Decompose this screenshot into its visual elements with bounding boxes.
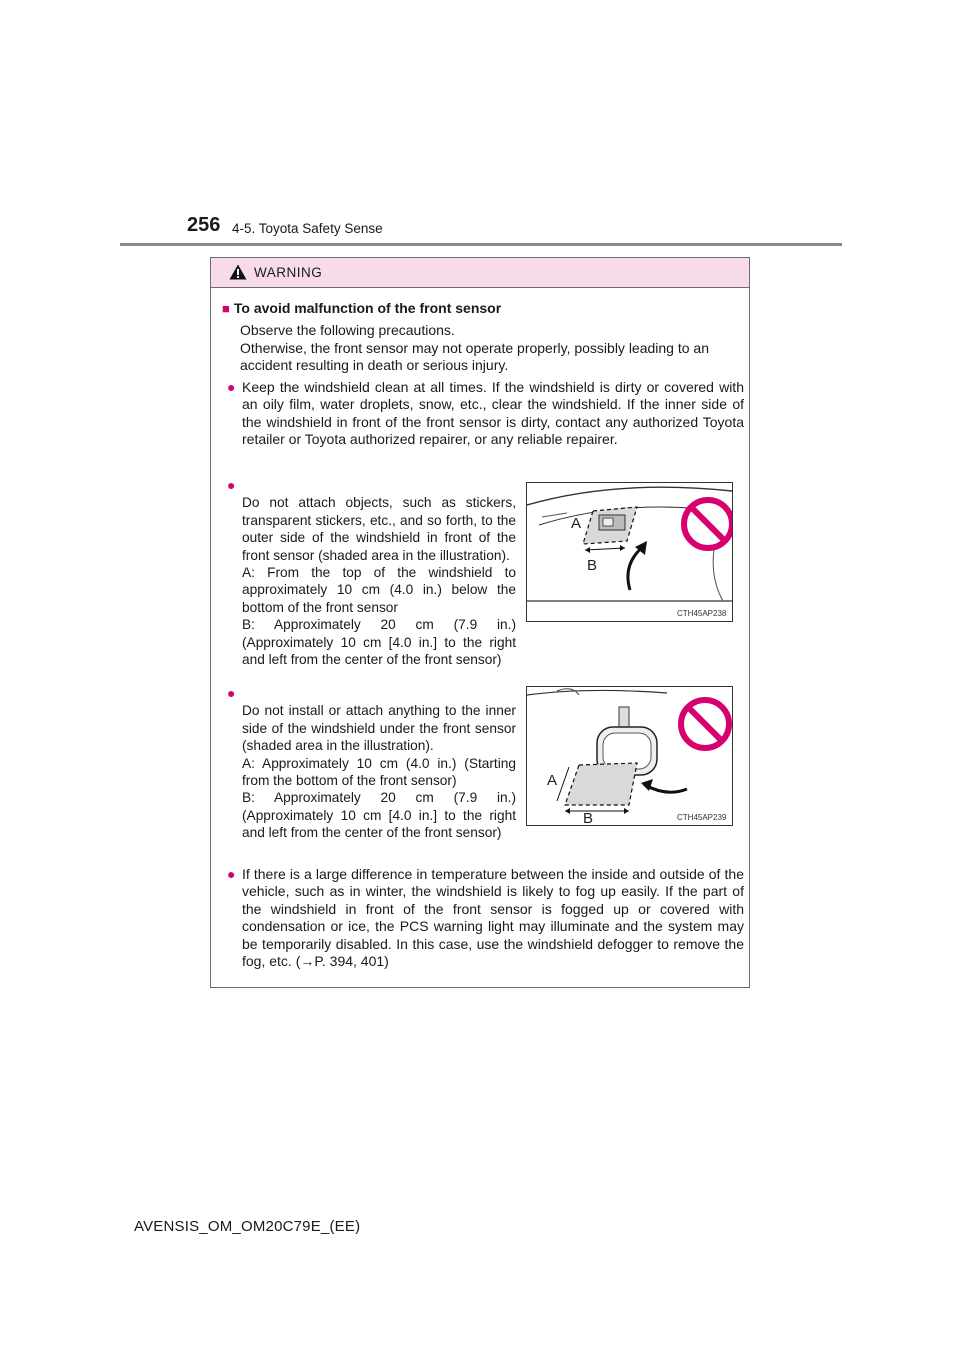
- windshield-outer-illustration: [526, 482, 733, 622]
- footer-doc-id: AVENSIS_OM_OM20C79E_(EE): [134, 1218, 361, 1235]
- page-header: [0, 0, 960, 250]
- round-bullet-icon: ●: [227, 379, 236, 395]
- windshield-outer-drawing: [527, 483, 732, 621]
- windshield-inner-illustration: [526, 686, 733, 826]
- round-bullet-icon: ●: [227, 866, 236, 882]
- bullet-text: If there is a large difference in temperature between the inside and outside of the vehicle, such as in winter, the windshield is likely to fog up easily. If the part of the windshield in front of the front sensor is fogged up or covered with condensation or ice, the PCS warning light may illuminate and the system may be temporarily disabled. In this case, use the windshield defogger to remove the fog, etc. (→P. 394, 401): [242, 866, 744, 970]
- bullet-text: Do not attach objects, such as stickers, transparent stickers, etc., and so forth, to the outer side of the windshield in front of the front sensor (shaded area in the illustration). A: From the top of the windshield to approximately 10 cm (4.0 in.) below the bottom of the front sensor B: Approximately 20 cm (7.9 in.) (Approximately 10 cm [4.0 in.] to the right and left from the center of the front sensor): [242, 495, 516, 668]
- square-bullet-icon: ■: [222, 301, 230, 316]
- warning-header: [211, 258, 749, 288]
- bullet-text: Keep the windshield clean at all times. If the windshield is dirty or covered with an oily film, water droplets, snow, etc., clear the windshield. If the inner side of the windshield in front of the front sensor is dirty, contact any authorized Toyota retailer or Toyota authorized repairer, or any reliable repairer.: [242, 379, 744, 448]
- warning-bullet: [227, 379, 744, 449]
- page-number: 256: [187, 214, 221, 236]
- figure-code: CTH45AP239: [677, 813, 727, 822]
- label-a: A: [571, 515, 582, 532]
- warning-section-title: To avoid malfunction of the front sensor: [233, 300, 502, 316]
- warning-bullet: [227, 866, 744, 970]
- warning-intro: [240, 322, 745, 375]
- bullet-text: Do not install or attach anything to the inner side of the windshield under the front sensor (shaded area in the illustration). A: Approximately 10 cm (4.0 in.) (Starting from the bottom of the front sensor) B: Approximately 20 cm (7.9 in.) (Approximately 10 cm [4.0 in.] to the right and left from the center of the front sensor): [242, 703, 516, 841]
- intro-line-2: Otherwise, the front sensor may not operate properly, possibly leading to an accident resulting in death or serious injury.: [240, 339, 709, 373]
- header-divider: [120, 243, 842, 246]
- intro-line-1: Observe the following precautions.: [240, 322, 455, 338]
- warning-bullet: [227, 477, 516, 668]
- label-b: B: [587, 557, 598, 574]
- warning-bullet: [227, 685, 516, 842]
- warning-triangle-icon: [229, 264, 247, 280]
- label-b: B: [583, 810, 594, 825]
- round-bullet-icon: ●: [227, 685, 236, 701]
- warning-section-heading: [222, 300, 501, 316]
- figure-code: CTH45AP238: [677, 609, 727, 618]
- section-title: 4-5. Toyota Safety Sense: [232, 221, 383, 236]
- label-a: A: [547, 772, 558, 789]
- round-bullet-icon: ●: [227, 477, 236, 493]
- warning-box: [210, 257, 750, 988]
- windshield-inner-drawing: [527, 687, 732, 825]
- warning-label: WARNING: [254, 265, 323, 280]
